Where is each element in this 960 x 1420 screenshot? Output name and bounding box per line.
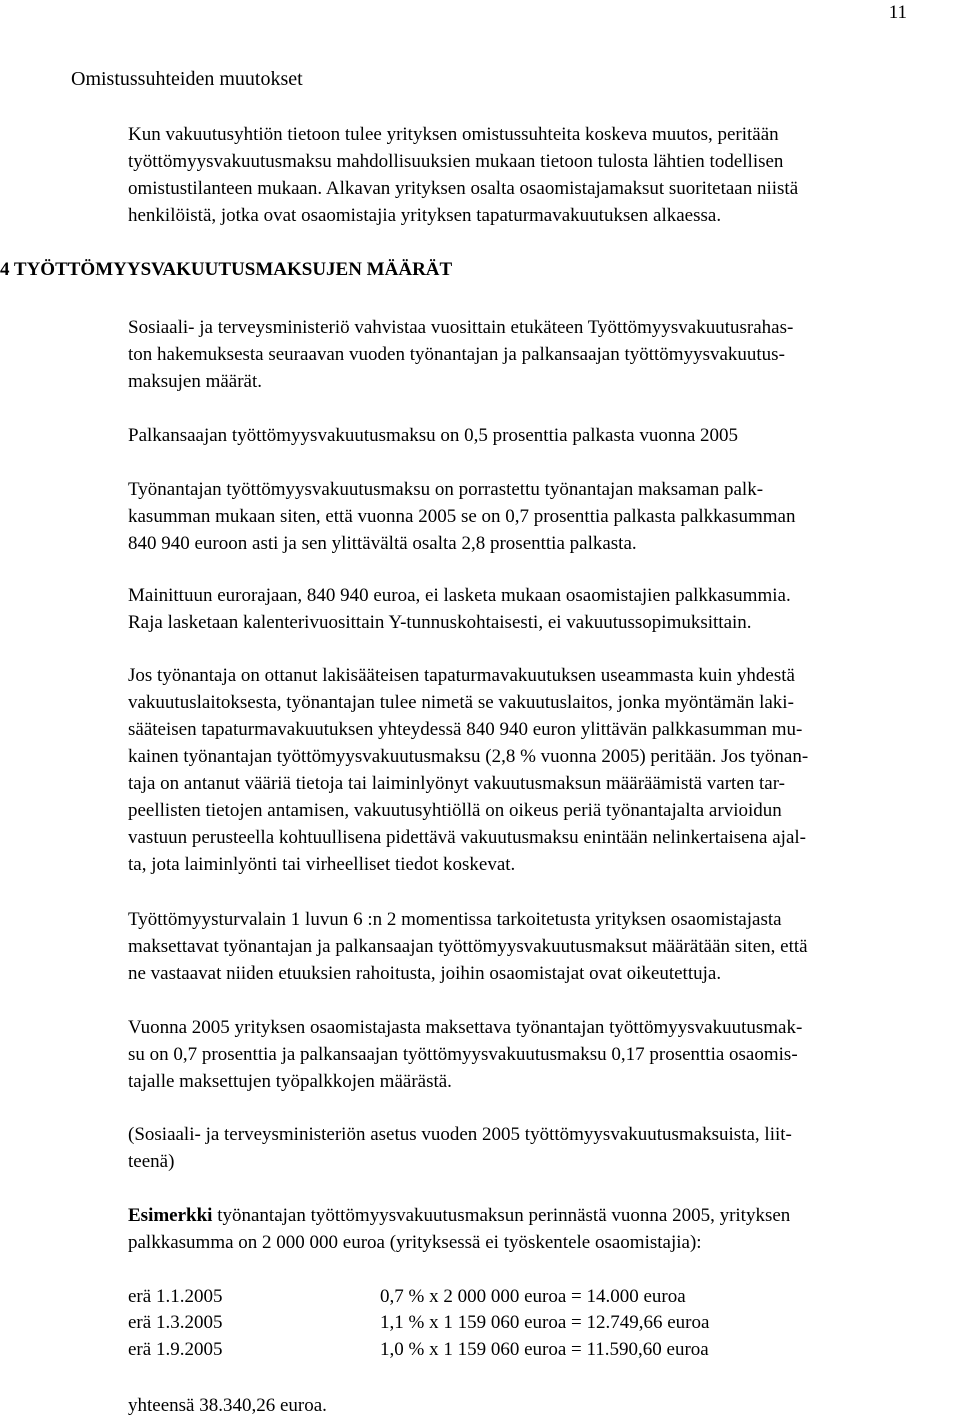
installment-calculation: 1,1 % x 1 159 060 euroa = 12.749,66 euroa	[380, 1312, 710, 1333]
installment-row	[128, 1313, 709, 1332]
paragraph-part-owners	[128, 906, 958, 987]
text-line: kainen työnantajan työttömyysvakuutusmaksu (2,8 % vuonna 2005) peritään. Jos työnan-	[128, 746, 809, 767]
text-line: peellisten tietojen antamisen, vakuutusyhtiöllä on oikeus periä työnantajalta arvioidun	[128, 800, 782, 821]
text-line: ton hakemuksesta seuraavan vuoden työnantajan ja palkansaajan työttömyysvakuutus-	[128, 344, 785, 365]
chapter-heading: 4 TYÖTTÖMYYSVAKUUTUSMAKSUJEN MÄÄRÄT	[0, 259, 453, 280]
text-line: työttömyysvakuutusmaksu mahdollisuuksien mukaan tietoon tulosta lähtien todellisen	[128, 151, 784, 172]
text-line: Jos työnantaja on ottanut lakisääteisen tapaturmavakuutuksen useammasta kuin yhdestä	[128, 665, 795, 686]
installment-row	[128, 1340, 709, 1359]
text-line	[128, 1202, 958, 1229]
paragraph-example	[128, 1202, 958, 1256]
text-line: ta, jota laiminlyönti tai virheelliset tiedot koskevat.	[128, 854, 516, 875]
text-line: su on 0,7 prosenttia ja palkansaajan työttömyysvakuutusmaksu 0,17 prosenttia osaomis-	[128, 1044, 798, 1065]
text-line: taja on antanut vääriä tietoja tai laiminlyönyt vakuutusmaksun määräämistä varten tar-	[128, 773, 786, 794]
text-line: sääteisen tapaturmavakuutuksen yhteydessä 840 940 euron ylittävän palkkasumman mu-	[128, 719, 803, 740]
text-line: teenä)	[128, 1151, 175, 1172]
example-label: Esimerkki	[128, 1205, 213, 1226]
installment-date: erä 1.3.2005	[128, 1312, 223, 1333]
paragraph-multiple-insurers	[128, 662, 958, 878]
text-line: Työnantajan työttömyysvakuutusmaksu on porrastettu työnantajan maksaman palk-	[128, 479, 764, 500]
text-line: 840 940 euroon asti ja sen ylittävältä osalta 2,8 prosenttia palkasta.	[128, 533, 637, 554]
text-line: vastuun perusteella kohtuullisena pidettävä vakuutusmaksu enintään nelinkertaisena ajal-	[128, 827, 806, 848]
text-line: maksettavat työnantajan ja palkansaajan työttömyysvakuutusmaksut määrätään siten, että	[128, 936, 808, 957]
paragraph-part-owner-rates	[128, 1014, 958, 1095]
installment-date: erä 1.9.2005	[128, 1339, 223, 1360]
text-line: tajalle maksettujen työpalkkojen määrästä.	[128, 1071, 452, 1092]
text-line: maksujen määrät.	[128, 371, 263, 392]
paragraph-employer-rate	[128, 476, 958, 557]
paragraph-rate-confirmation	[128, 314, 958, 395]
text-line: (Sosiaali- ja terveysministeriön asetus vuoden 2005 työttömyysvakuutusmaksuista, liit-	[128, 1124, 792, 1145]
paragraph-employee-rate	[128, 422, 958, 449]
installment-calculation: 1,0 % x 1 159 060 euroa = 11.590,60 euroa	[380, 1339, 709, 1360]
example-intro-text: työnantajan työttömyysvakuutusmaksun perinnästä vuonna 2005, yrityksen	[212, 1205, 791, 1226]
text-line: kasumman mukaan siten, että vuonna 2005 se on 0,7 prosenttia palkasta palkkasumman	[128, 506, 796, 527]
installment-date: erä 1.1.2005	[128, 1286, 223, 1307]
intro-paragraph	[128, 121, 958, 229]
paragraph-decree-reference	[128, 1121, 958, 1175]
section-title: Omistussuhteiden muutokset	[71, 68, 303, 90]
text-line: Palkansaajan työttömyysvakuutusmaksu on 0,5 prosenttia palkasta vuonna 2005	[128, 425, 739, 446]
installment-calculation: 0,7 % x 2 000 000 euroa = 14.000 euroa	[380, 1286, 686, 1307]
text-line: palkkasumma on 2 000 000 euroa (yrityksessä ei työskentele osaomistajia):	[128, 1232, 702, 1253]
text-line: Työttömyysturvalain 1 luvun 6 :n 2 momentissa tarkoitetusta yrityksen osaomistajasta	[128, 909, 782, 930]
example-total: yhteensä 38.340,26 euroa.	[128, 1395, 327, 1416]
text-line: Kun vakuutusyhtiön tietoon tulee yrityksen omistussuhteita koskeva muutos, peritään	[128, 124, 779, 145]
installment-row	[128, 1287, 686, 1306]
text-line: ne vastaavat niiden etuuksien rahoitusta, joihin osaomistajat ovat oikeutettuja.	[128, 963, 722, 984]
text-line: omistustilanteen mukaan. Alkavan yrityksen osalta osaomistajamaksut suoritetaan niistä	[128, 178, 799, 199]
text-line: Raja lasketaan kalenterivuosittain Y-tunnuskohtaisesti, ei vakuutussopimuksittain.	[128, 612, 752, 633]
page-number: 11	[888, 2, 907, 23]
paragraph-euro-limit	[128, 582, 958, 636]
text-line: Vuonna 2005 yrityksen osaomistajasta maksettava työnantajan työttömyysvakuutusmak-	[128, 1017, 803, 1038]
text-line: henkilöistä, jotka ovat osaomistajia yrityksen tapaturmavakuutuksen alkaessa.	[128, 205, 722, 226]
text-line: vakuutuslaitoksesta, työnantajan tulee nimetä se vakuutuslaitos, jonka myöntämän laki-	[128, 692, 794, 713]
text-line: Mainittuun eurorajaan, 840 940 euroa, ei lasketa mukaan osaomistajien palkkasummia.	[128, 585, 791, 606]
text-line: Sosiaali- ja terveysministeriö vahvistaa vuosittain etukäteen Työttömyysvakuutusrahas-	[128, 317, 794, 338]
